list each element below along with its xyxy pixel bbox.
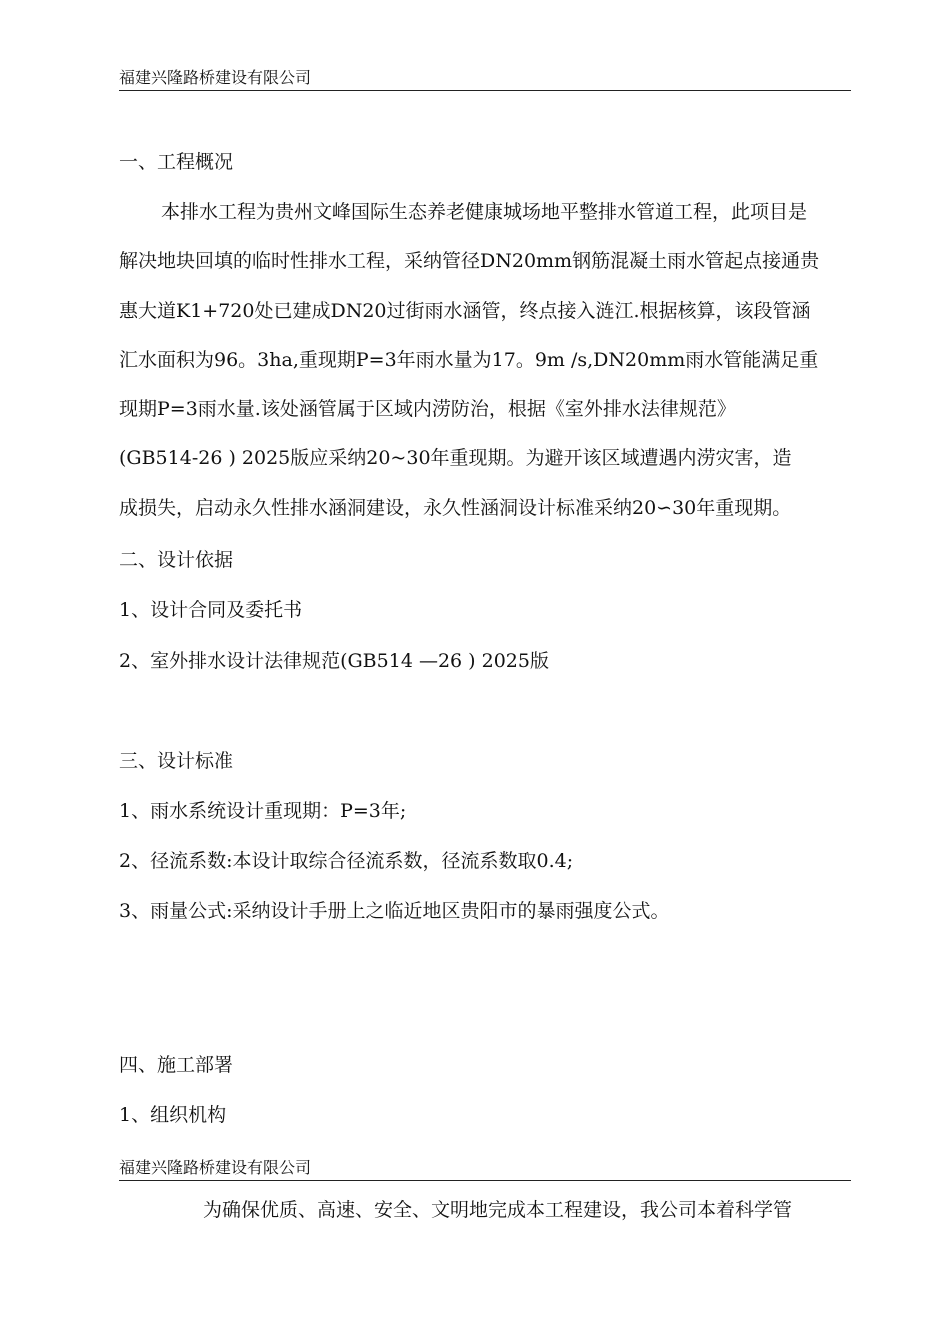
paragraph-line: 本排水工程为贵州文峰国际生态养老健康城场地平整排水管道工程，此项目是	[161, 201, 808, 223]
paragraph-line: 现期P=3雨水量.该处涵管属于区域内涝防治，根据《室外排水法律规范》	[119, 398, 736, 421]
page-header-2: 福建兴隆路桥建设有限公司	[119, 1158, 851, 1181]
section-heading-deployment: 四、施工部署	[119, 1054, 234, 1076]
section-heading-overview: 一、工程概况	[119, 151, 234, 173]
overview-paragraph	[119, 200, 851, 545]
paragraph-line: 成损失，启动永久性排水涵洞建设，永久性涵洞设计标准采纳20∽30年重现期。	[119, 496, 792, 519]
paragraph-line: 惠大道K1+720处已建成DN20过街雨水涵管，终点接入涟江.根据核算，该段管涵	[119, 299, 811, 322]
section-heading-basis: 二、设计依据	[119, 549, 234, 571]
standard-item-2: 2、径流系数:本设计取综合径流系数，径流系数取0.4;	[119, 850, 574, 872]
standard-item-3: 3、雨量公式:采纳设计手册上之临近地区贵阳市的暴雨强度公式。	[119, 900, 670, 922]
paragraph-line: 汇水面积为96。3ha,重现期P=3年雨水量为17。9m /s,DN20mm雨水管能满足重	[119, 348, 819, 371]
deployment-item-1: 1、组织机构	[119, 1104, 227, 1126]
basis-item-1: 1、设计合同及委托书	[119, 599, 303, 621]
paragraph-line: 解决地块回填的临时性排水工程，采纳管径DN20mm钢筋混凝土雨水管起点接通贵	[119, 250, 820, 273]
deployment-paragraph: 为确保优质、高速、安全、文明地完成本工程建设，我公司本着科学管	[203, 1199, 793, 1221]
section-heading-standards: 三、设计标准	[119, 750, 234, 772]
basis-item-2: 2、室外排水设计法律规范(GB514 —26 ) 2025版	[119, 650, 549, 672]
page-header: 福建兴隆路桥建设有限公司	[119, 68, 851, 91]
standard-item-1: 1、雨水系统设计重现期：P=3年;	[119, 800, 407, 822]
paragraph-line: (GB514-26 ) 2025版应采纳20~30年重现期。为避开该区域遭遇内涝灾害，造	[119, 447, 792, 470]
